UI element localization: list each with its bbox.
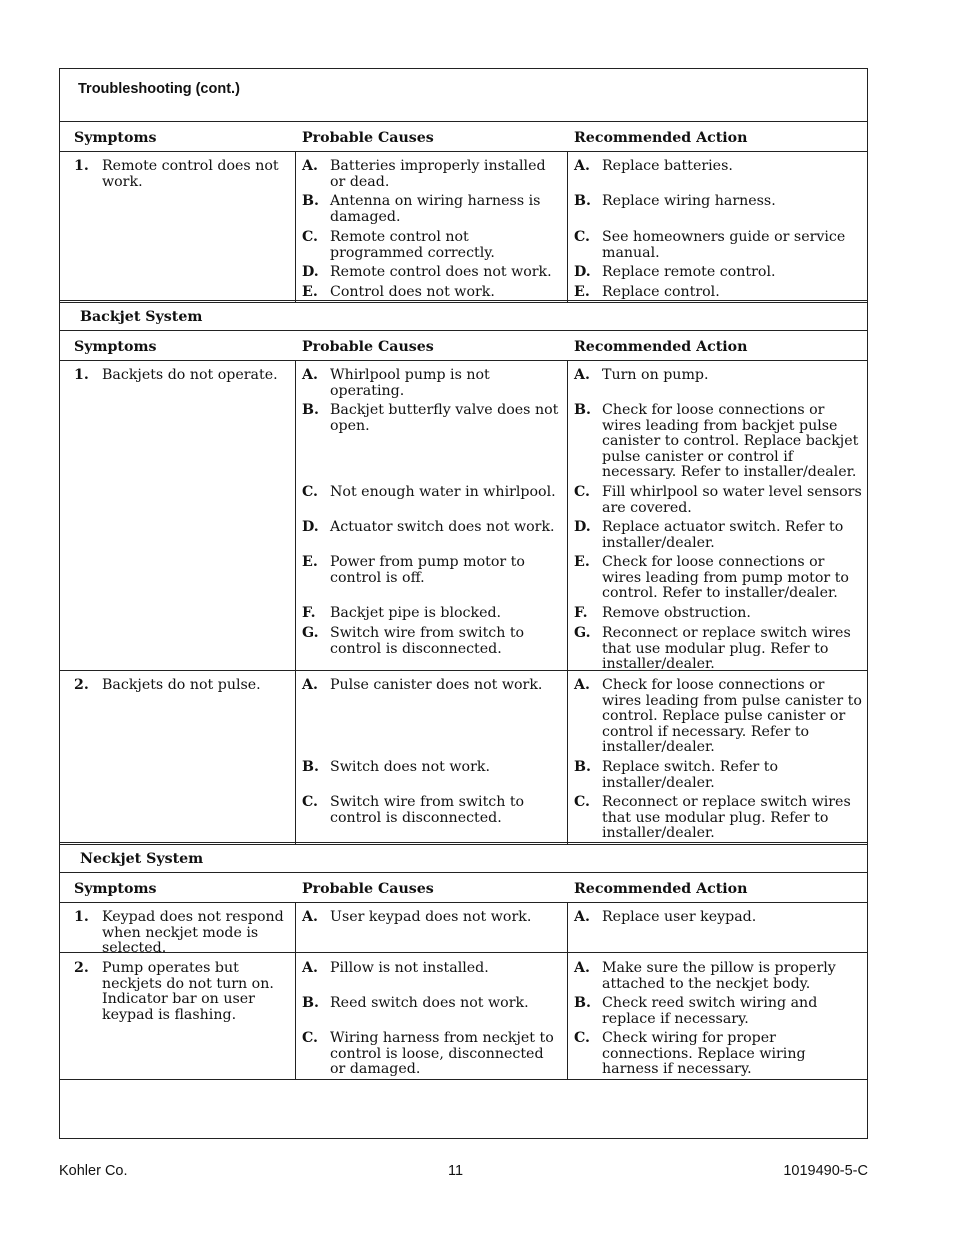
item-letter: D. [302,519,319,535]
recommended-action [574,1031,864,1078]
recommended-action [574,485,864,516]
header-rule [60,330,867,331]
column-header-symptoms: Symptoms [74,881,157,897]
footer-company: Kohler Co. [59,1163,128,1179]
item-letter: C. [574,1030,590,1046]
probable-cause [302,795,560,826]
column-header-causes: Probable Causes [302,130,434,146]
item-text: Pillow is not installed. [330,960,489,976]
item-text: Power from pump motor to control is off. [330,554,525,586]
recommended-action [574,678,864,756]
item-text: Replace wiring harness. [602,193,776,209]
item-letter: E. [302,554,318,570]
item-letter: F. [574,605,588,621]
probable-cause [302,961,560,977]
item-text: Remote control does not work. [102,158,279,190]
item-text: Replace actuator switch. Refer to installer/dealer. [602,519,844,551]
column-header-actions: Recommended Action [574,339,748,355]
item-letter: A. [302,677,318,693]
probable-cause [302,910,560,926]
item-text: Make sure the pillow is properly attached to the neckjet body. [602,960,836,992]
recommended-action [574,194,864,210]
item-text: Backjet butterfly valve does not open. [330,402,559,434]
item-text: Reconnect or replace switch wires that use modular plug. Refer to installer/dealer. [602,794,851,842]
item-letter: B. [302,402,319,418]
item-letter: B. [574,995,591,1011]
item-letter: 1. [74,909,89,925]
item-text: See homeowners guide or service manual. [602,229,846,261]
recommended-action [574,555,864,602]
header-underline [60,151,867,152]
item-letter: F. [302,605,316,621]
item-letter: 1. [74,158,89,174]
item-letter: A. [574,909,590,925]
item-text: Replace remote control. [602,264,776,280]
footer-page-number: 11 [448,1163,464,1179]
item-text: Actuator switch does not work. [330,519,555,535]
column-divider [567,360,568,670]
item-letter: G. [302,625,319,641]
column-header-causes: Probable Causes [302,339,434,355]
item-text: Control does not work. [330,284,495,300]
recommended-action [574,368,864,384]
item-text: Replace batteries. [602,158,733,174]
item-text: Check wiring for proper connections. Replace wiring harness if necessary. [602,1030,806,1078]
probable-cause [302,555,560,586]
column-divider [295,902,296,952]
header-underline [60,902,867,903]
probable-cause [302,678,560,694]
page-title: Troubleshooting (cont.) [78,81,240,97]
row-rule [60,670,867,671]
item-text: Check reed switch wiring and replace if necessary. [602,995,818,1027]
recommended-action [574,159,864,175]
item-text: Check for loose connections or wires leading from pump motor to control. Refer to installer/dealer. [602,554,849,602]
symptom [74,678,286,694]
item-letter: A. [302,367,318,383]
item-letter: C. [574,229,590,245]
item-text: Check for loose connections or wires leading from backjet pulse canister to control. Replace backjet pulse canister or control if necessary. Refer to installer/dealer. [602,402,859,481]
item-text: Remote control does not work. [330,264,552,280]
item-letter: 2. [74,677,89,693]
recommended-action [574,230,864,261]
column-divider [295,360,296,670]
recommended-action [574,795,864,842]
item-letter: 1. [74,367,89,383]
recommended-action [574,606,864,622]
item-letter: D. [574,519,591,535]
symptom [74,159,286,190]
item-letter: A. [574,677,590,693]
column-divider [295,952,296,1079]
item-letter: A. [574,960,590,976]
item-text: Replace user keypad. [602,909,757,925]
item-letter: A. [302,960,318,976]
recommended-action [574,285,864,301]
item-letter: E. [574,284,590,300]
item-letter: C. [302,229,318,245]
item-text: Keypad does not respond when neckjet mode is selected. [102,909,284,957]
probable-cause [302,520,560,536]
probable-cause [302,194,560,225]
row-rule [60,1079,867,1080]
item-text: Turn on pump. [602,367,709,383]
item-text: User keypad does not work. [330,909,532,925]
column-header-symptoms: Symptoms [74,339,157,355]
probable-cause [302,760,560,776]
item-letter: A. [302,158,318,174]
item-text: Switch wire from switch to control is disconnected. [330,625,525,657]
item-letter: B. [302,995,319,1011]
item-letter: 2. [74,960,89,976]
item-letter: B. [302,193,319,209]
header-rule [60,872,867,873]
recommended-action [574,265,864,281]
probable-cause [302,1031,560,1078]
row-rule [60,302,867,303]
item-text: Switch wire from switch to control is disconnected. [330,794,525,826]
item-text: Switch does not work. [330,759,490,775]
section-rule [60,842,867,843]
item-letter: C. [302,1030,318,1046]
header-rule [60,121,867,122]
probable-cause [302,403,560,434]
item-text: Backjets do not pulse. [102,677,261,693]
item-letter: B. [574,402,591,418]
column-divider [567,902,568,952]
item-text: Replace control. [602,284,720,300]
probable-cause [302,265,560,281]
item-letter: A. [574,158,590,174]
recommended-action [574,996,864,1027]
recommended-action [574,961,864,992]
item-text: Not enough water in whirlpool. [330,484,556,500]
column-header-symptoms: Symptoms [74,130,157,146]
item-text: Backjets do not operate. [102,367,278,383]
item-letter: A. [574,367,590,383]
item-text: Whirlpool pump is not operating. [330,367,490,399]
header-underline [60,360,867,361]
probable-cause [302,485,560,501]
recommended-action [574,626,864,673]
row-rule [60,844,867,845]
column-header-actions: Recommended Action [574,130,748,146]
item-text: Remove obstruction. [602,605,751,621]
item-text: Pulse canister does not work. [330,677,543,693]
item-letter: E. [302,284,318,300]
item-letter: G. [574,625,591,641]
symptom [74,961,286,1023]
recommended-action [574,520,864,551]
item-letter: E. [574,554,590,570]
probable-cause [302,230,560,261]
section-title: Neckjet System [80,851,204,867]
item-letter: C. [302,794,318,810]
symptom [74,910,286,957]
item-text: Reconnect or replace switch wires that use modular plug. Refer to installer/dealer. [602,625,851,673]
column-header-causes: Probable Causes [302,881,434,897]
probable-cause [302,626,560,657]
item-text: Remote control not programmed correctly. [330,229,495,261]
probable-cause [302,159,560,190]
recommended-action [574,910,864,926]
item-text: Reed switch does not work. [330,995,529,1011]
probable-cause [302,996,560,1012]
recommended-action [574,403,864,481]
column-divider [567,670,568,844]
probable-cause [302,285,560,301]
item-text: Check for loose connections or wires leading from pulse canister to control. Replace pulse canister or control if necessary. Refer to installer/dealer. [602,677,862,756]
probable-cause [302,368,560,399]
item-letter: C. [574,484,590,500]
column-divider [295,670,296,844]
item-text: Wiring harness from neckjet to control is loose, disconnected or damaged. [330,1030,554,1078]
item-text: Backjet pipe is blocked. [330,605,502,621]
row-rule [60,952,867,953]
symptom [74,368,286,384]
section-rule [60,300,867,301]
item-letter: B. [574,759,591,775]
item-letter: A. [302,909,318,925]
item-text: Replace switch. Refer to installer/dealer. [602,759,779,791]
recommended-action [574,760,864,791]
section-title: Backjet System [80,309,203,325]
item-letter: C. [574,794,590,810]
item-letter: D. [302,264,319,280]
item-text: Pump operates but neckjets do not turn on. Indicator bar on user keypad is flashing. [102,960,274,1023]
item-text: Batteries improperly installed or dead. [330,158,546,190]
column-divider [567,952,568,1079]
column-divider [567,151,568,302]
footer-doc-number: 1019490-5-C [783,1163,868,1179]
item-text: Antenna on wiring harness is damaged. [330,193,541,225]
item-letter: C. [302,484,318,500]
item-letter: B. [302,759,319,775]
column-divider [295,151,296,302]
column-header-actions: Recommended Action [574,881,748,897]
item-letter: D. [574,264,591,280]
troubleshooting-table [59,68,868,1139]
item-text: Fill whirlpool so water level sensors are covered. [602,484,862,516]
item-letter: B. [574,193,591,209]
probable-cause [302,606,560,622]
